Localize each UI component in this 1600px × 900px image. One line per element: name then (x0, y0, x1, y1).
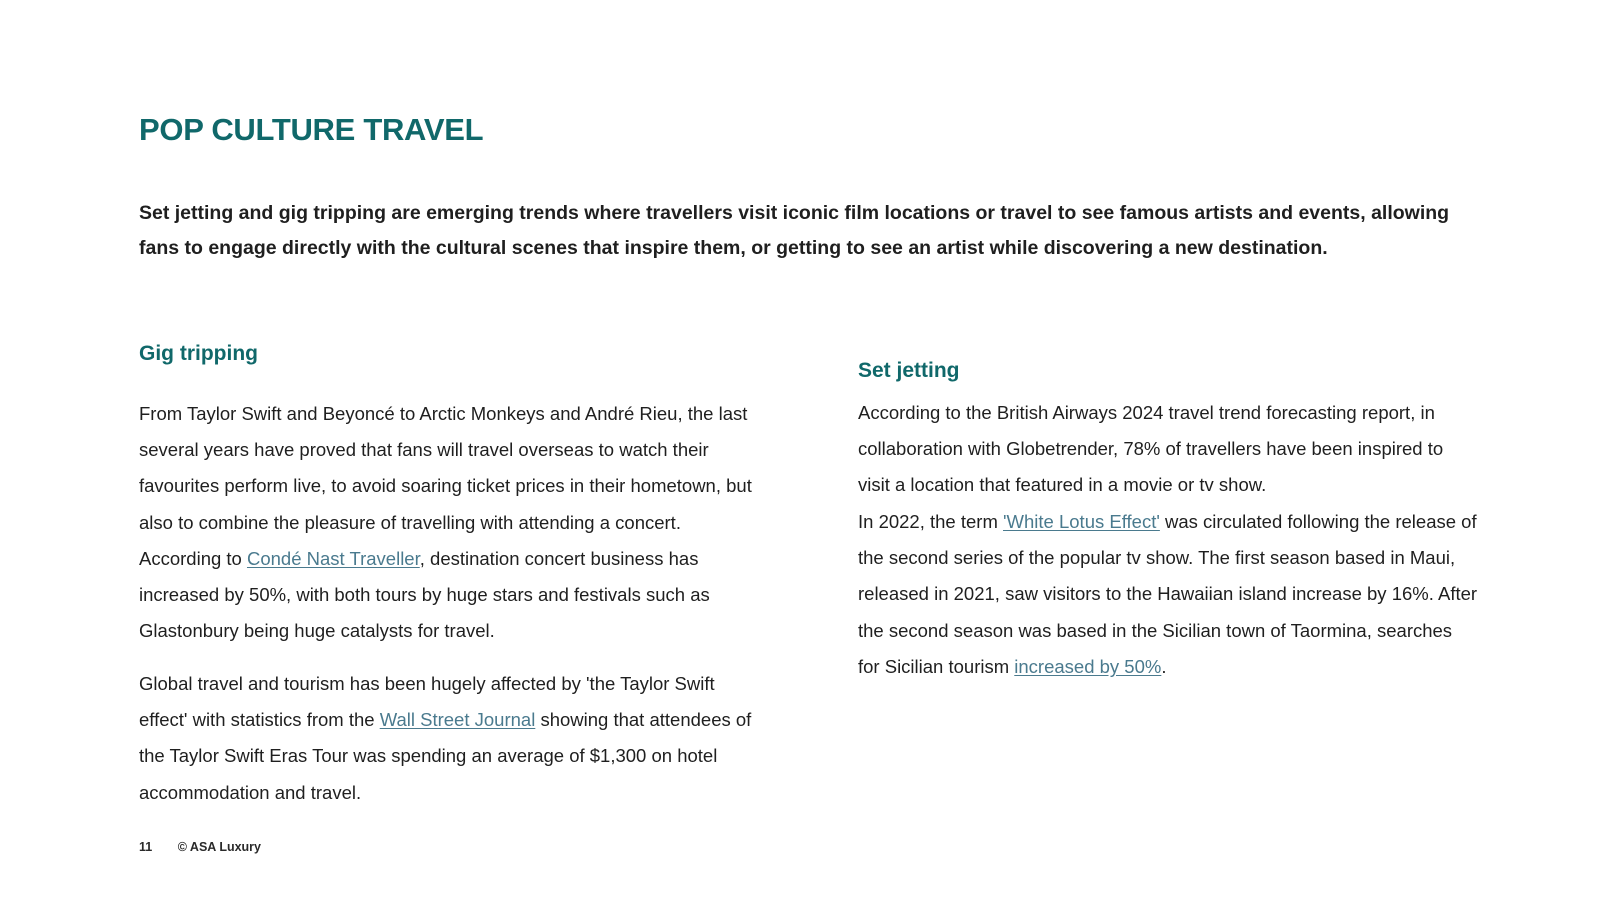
gig-tripping-paragraph-1 (139, 396, 759, 649)
increased-by-50-link[interactable]: increased by 50% (1014, 655, 1162, 677)
white-lotus-effect-link[interactable]: 'White Lotus Effect' (1003, 511, 1160, 532)
wall-street-journal-link[interactable]: Wall Street Journal (379, 709, 536, 731)
text-segment: In 2022, the term (858, 511, 1004, 532)
text-segment: , destination concert business has increased by 50%, with both tours by huge stars and festivals such as Glastonbury being huge catalysts for travel. (139, 547, 710, 642)
set-jetting-heading: Set jetting (858, 359, 960, 382)
text-segment: was circulated following the release of the second series of the popular tv show. The first season based in Maui, released in 2021, saw visitors to the Hawaiian island increase by 16%. After the second season was based in the Sicilian town of Taormina, searches for Sicilian tourism (858, 511, 1478, 677)
intro-paragraph: Set jetting and gig tripping are emerging trends where travellers visit iconic film locations or travel to see famous artists and events, allowing fans to engage directly with the cultural scenes that inspire them, or getting to see an artist while discovering a new destination. (139, 202, 1450, 259)
page-title: POP CULTURE TRAVEL (139, 112, 484, 147)
text-segment: showing that attendees of the Taylor Swift Eras Tour was spending an average of $1,300 on hotel accommodation and travel. (139, 709, 752, 803)
gig-tripping-paragraph-2 (139, 666, 759, 811)
gig-tripping-heading: Gig tripping (139, 342, 258, 365)
conde-nast-traveller-link[interactable]: Condé Nast Traveller (246, 547, 420, 569)
footer (139, 840, 261, 854)
text-segment: . (1161, 655, 1167, 677)
copyright-notice: © ASA Luxury (177, 840, 261, 854)
page-number: 11 (139, 840, 153, 854)
text-segment: From Taylor Swift and Beyoncé to Arctic Monkeys and André Rieu, the last several years have proved that fans will travel overseas to watch their favourites perform live, to avoid soaring ticket prices in their hometown, but also to combine the pleasure of travelling with attending a concert. According to (139, 403, 752, 569)
set-jetting-paragraph-1: According to the British Airways 2024 travel trend forecasting report, in collaboration with Globetrender, 78% of travellers have been inspired to visit a location that featured in a movie or tv show. (858, 402, 1444, 496)
text-segment: Global travel and tourism has been hugely affected by 'the Taylor Swift effect' with statistics from the (139, 673, 715, 731)
set-jetting-paragraph-2 (858, 504, 1478, 685)
